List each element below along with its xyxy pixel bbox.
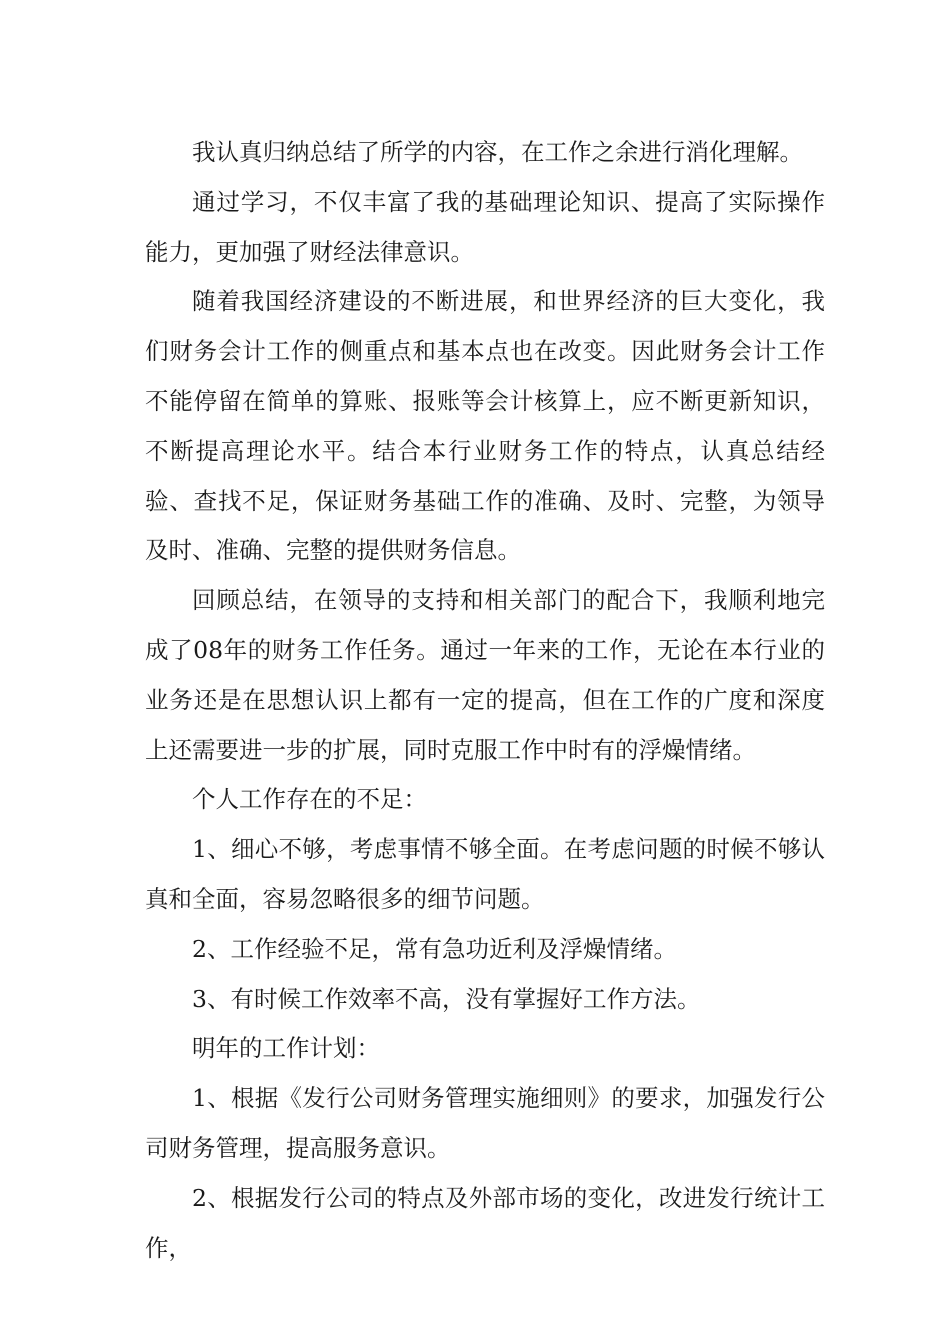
document-body (145, 128, 825, 1273)
paragraph-summary: 我认真归纳总结了所学的内容，在工作之余进行消化理解。 (192, 138, 803, 166)
plan-item-2: 2、根据发行公司的特点及外部市场的变化，改进发行统计工作， (145, 1183, 825, 1262)
shortcoming-item-3: 3、有时候工作效率不高，没有掌握好工作方法。 (192, 984, 701, 1013)
shortcoming-item-1: 1、细心不够，考虑事情不够全面。在考虑问题的时候不够认真和全面，容易忽略很多的细节问题。 (145, 835, 825, 913)
shortcoming-item-2: 2、工作经验不足，常有急功近利及浮燥情绪。 (192, 934, 677, 963)
paragraph-economy: 随着我国经济建设的不断进展，和世界经济的巨大变化，我们财务会计工作的侧重点和基本点也在改变。因此财务会计工作不能停留在简单的算账、报账等会计核算上，应不断更新知识，不断提高理论水平。结合本行业财务工作的特点，认真总结经验、查找不足，保证财务基础工作的准确、及时、完整，为领导及时、准确、完整的提供财务信息。 (145, 287, 825, 565)
heading-next-year-plan: 明年的工作计划： (192, 1034, 380, 1063)
paragraph-learning: 通过学习，不仅丰富了我的基础理论知识、提高了实际操作能力，更加强了财经法律意识。 (145, 187, 825, 266)
paragraph-review: 回顾总结，在领导的支持和相关部门的配合下，我顺利地完成了08年的财务工作任务。通过一年来的工作，无论在本行业的业务还是在思想认识上都有一定的提高，但在工作的广度和深度上还需要进一步的扩展，同时克服工作中时有的浮燥情绪。 (145, 586, 825, 764)
heading-shortcomings: 个人工作存在的不足： (192, 785, 427, 814)
plan-item-1: 1、根据《发行公司财务管理实施细则》的要求，加强发行公司财务管理，提高服务意识。 (145, 1084, 825, 1162)
